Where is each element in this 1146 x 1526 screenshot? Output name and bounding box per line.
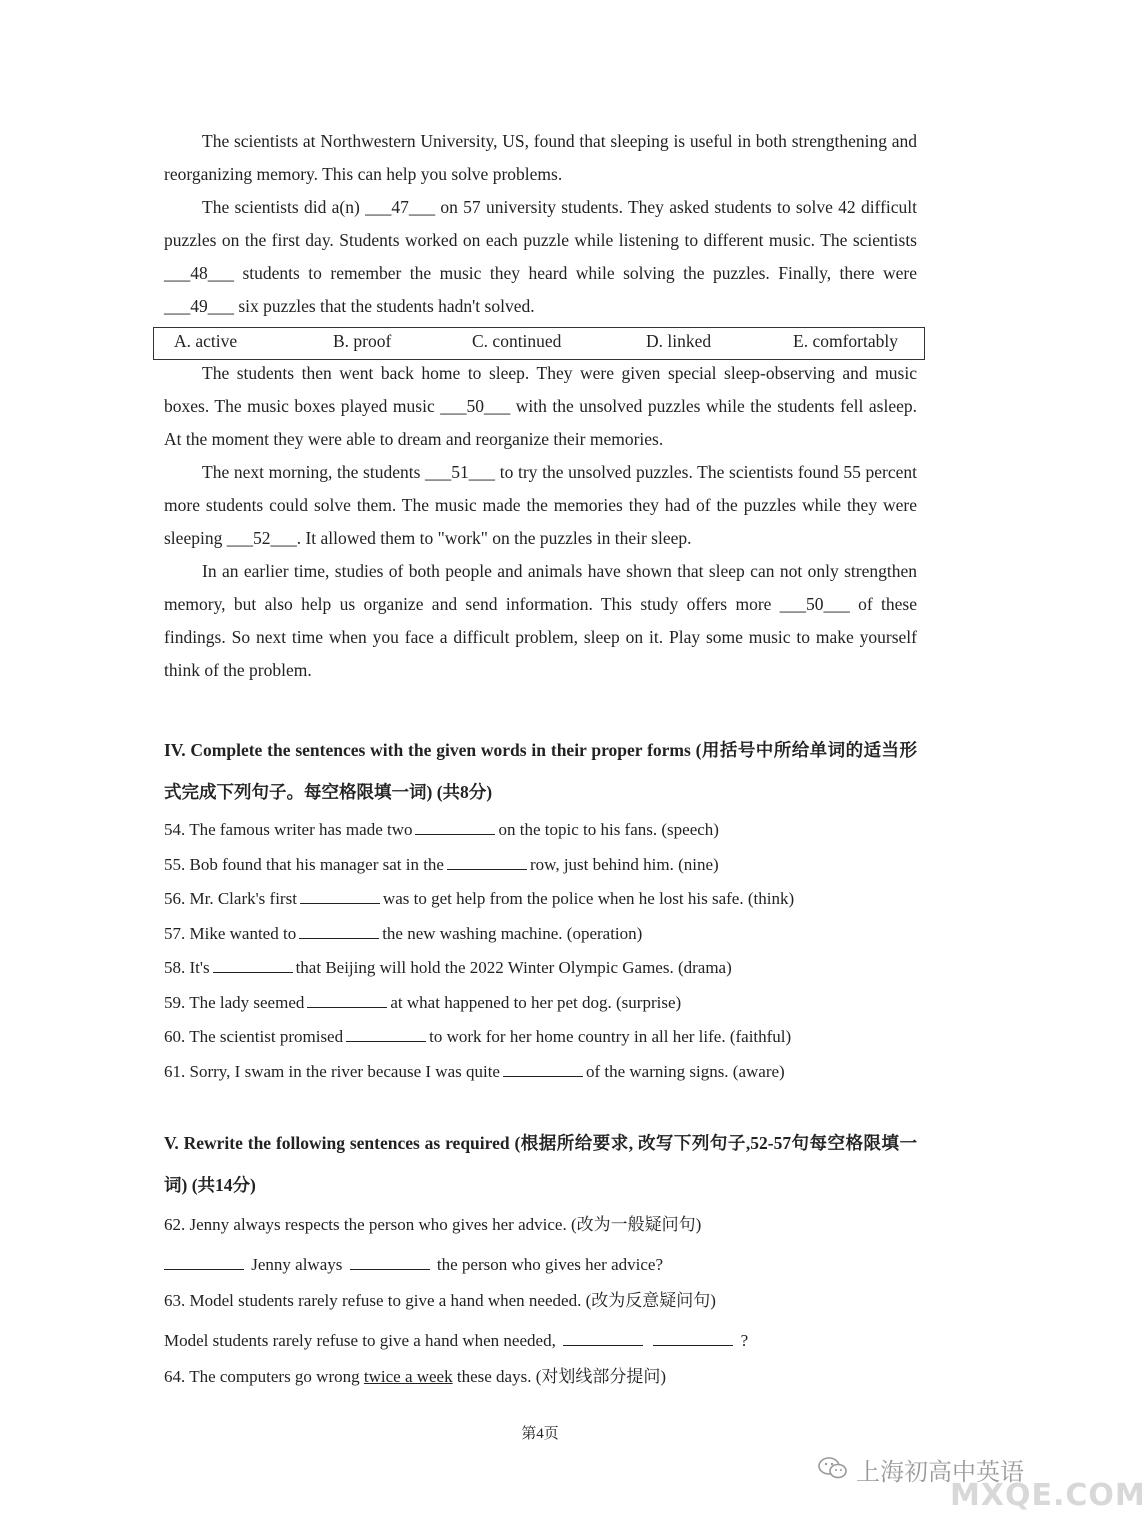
answer-text: the person who gives her advice? — [436, 1254, 663, 1274]
question-text: 64. The computers go wrong — [164, 1367, 360, 1386]
answer-blank[interactable] — [213, 958, 293, 973]
question-text: at what happened to her pet dog. (surprise) — [390, 992, 682, 1012]
question-text: was to get help from the police when he lost his safe. (think) — [382, 889, 795, 908]
option-e: E. comfortably — [793, 331, 898, 351]
passage-paragraph-2: The scientists did a(n) ___47___ on 57 university students. They asked students to solve 42 difficult puzzles on the first day. Students worked on each puzzle while listening to different music. The scientists ___48___ students to remember the music they heard while solving the puzzles. Finally, there were ___49___ six puzzles that the students hadn't solved. — [164, 197, 917, 316]
question-text: 55. Bob found that his manager sat in the — [164, 854, 444, 874]
question-text: 57. Mike wanted to — [164, 923, 297, 943]
option-d: D. linked — [646, 331, 712, 351]
question-56 — [164, 882, 917, 917]
question-64 — [164, 1360, 917, 1395]
answer-blank[interactable] — [503, 1062, 583, 1077]
page-number: 第4页 — [521, 1426, 559, 1442]
question-text: row, just behind him. (nine) — [529, 854, 719, 874]
answer-blank[interactable] — [346, 1027, 426, 1042]
question-text: 58. It's — [164, 958, 210, 977]
section-5-heading: V. Rewrite the following sentences as required (根据所给要求, 改写下列句子,52-57句每空格限填一词) (共14分) — [164, 1133, 917, 1195]
question-text: to work for her home country in all her life. (faithful) — [429, 1027, 792, 1046]
question-text: these days. (对划线部分提问) — [456, 1367, 667, 1386]
underlined-phrase: twice a week — [363, 1367, 453, 1386]
question-57 — [164, 917, 917, 952]
section-4-questions — [164, 813, 917, 1089]
watermark-site: MXQE.COM — [950, 1478, 1146, 1513]
answer-blank[interactable] — [653, 1331, 733, 1346]
option-a: A. active — [174, 331, 238, 351]
question-text: that Beijing will hold the 2022 Winter Olympic Games. (drama) — [295, 958, 732, 977]
word-bank-box — [153, 327, 925, 360]
question-54 — [164, 813, 917, 848]
passage-paragraph-3: The students then went back home to sleep. They were given special sleep-observing and music boxes. The music boxes played music ___50___ with the unsolved puzzles while the students fell asleep. At the moment they were able to dream and reorganize their memories. — [164, 363, 917, 449]
answer-blank[interactable] — [563, 1331, 643, 1346]
passage-paragraph-1: The scientists at Northwestern University, US, found that sleeping is useful in both strengthening and reorganizing memory. This can help you solve problems. — [164, 131, 917, 184]
question-text: of the warning signs. (aware) — [585, 1061, 785, 1081]
passage-paragraph-5: In an earlier time, studies of both people and animals have shown that sleep can not only strengthen memory, but also help us organize and send information. This study offers more ___50___ of these findings. So next time when you face a difficult problem, sleep on it. Play some music to make yourself think of the problem. — [164, 561, 917, 680]
passage-paragraph-4: The next morning, the students ___51___ to try the unsolved puzzles. The scientists found 55 percent more students could solve them. The music made the memories they had of the puzzles while they were sleeping ___52___. It allowed them to "work" on the puzzles in their sleep. — [164, 462, 917, 548]
answer-text: Jenny always — [251, 1254, 343, 1274]
question-63: 63. Model students rarely refuse to give a hand when needed. (改为反意疑问句) — [164, 1291, 716, 1310]
worksheet-page — [164, 125, 917, 1395]
answer-blank[interactable] — [447, 855, 527, 870]
section-4-heading: IV. Complete the sentences with the given words in their proper forms (用括号中所给单词的适当形式完成下列句子。每空格限填一词) (共8分) — [164, 740, 917, 802]
question-61 — [164, 1055, 917, 1090]
question-text: on the topic to his fans. (speech) — [498, 820, 719, 839]
option-c: C. continued — [472, 331, 562, 351]
wechat-icon — [818, 1456, 848, 1480]
answer-blank[interactable] — [415, 820, 495, 835]
question-62-answer-line — [164, 1248, 917, 1283]
answer-text: Model students rarely refuse to give a hand when needed, — [164, 1330, 556, 1350]
question-62: 62. Jenny always respects the person who gives her advice. (改为一般疑问句) — [164, 1215, 702, 1234]
question-55 — [164, 848, 917, 883]
question-text: 61. Sorry, I swam in the river because I was quite — [164, 1061, 500, 1081]
question-text: the new washing machine. (operation) — [382, 923, 643, 943]
question-60 — [164, 1020, 917, 1055]
question-text: 60. The scientist promised — [164, 1027, 344, 1046]
question-text: 59. The lady seemed — [164, 992, 305, 1012]
question-text: 54. The famous writer has made two — [164, 820, 413, 839]
answer-blank[interactable] — [307, 993, 387, 1008]
answer-blank[interactable] — [350, 1255, 430, 1270]
question-58 — [164, 951, 917, 986]
question-59 — [164, 986, 917, 1021]
question-text: 56. Mr. Clark's first — [164, 889, 297, 908]
answer-blank[interactable] — [299, 924, 379, 939]
question-63-answer-line — [164, 1324, 917, 1359]
watermark-text: 上海初高中英语 — [856, 1458, 1024, 1486]
answer-text: ? — [740, 1330, 749, 1350]
answer-blank[interactable] — [164, 1255, 244, 1270]
option-b: B. proof — [333, 331, 392, 351]
answer-blank[interactable] — [300, 889, 380, 904]
